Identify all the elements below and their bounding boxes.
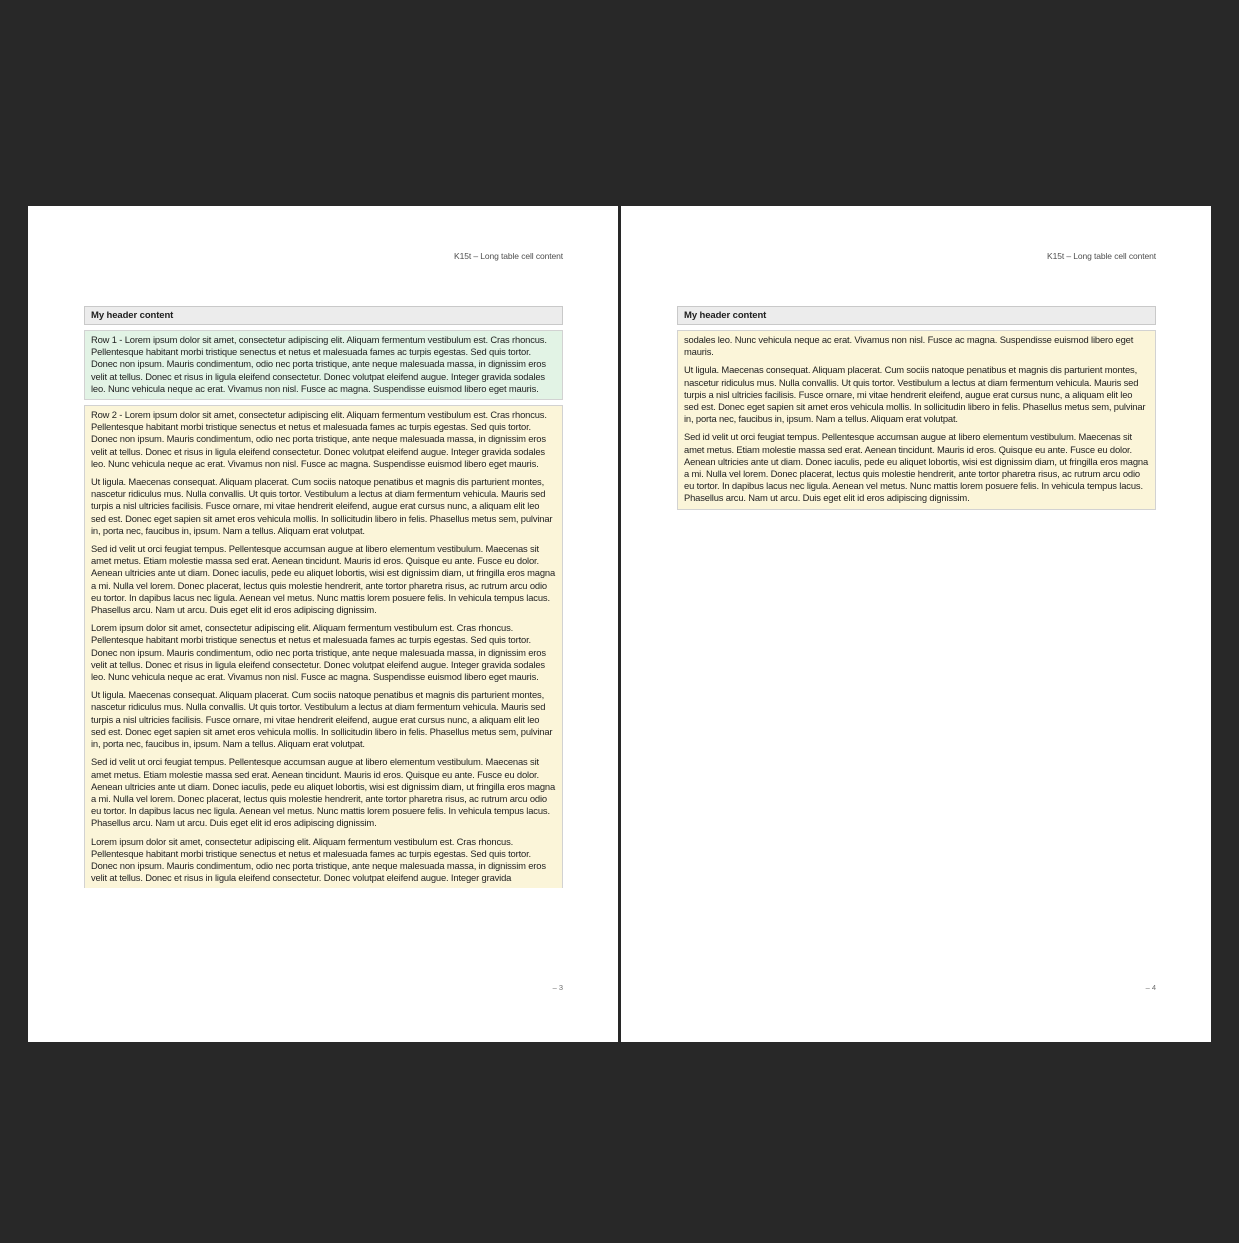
- cell-paragraph: Sed id velit ut orci feugiat tempus. Pellentesque accumsan augue at libero elementum vestibulum. Maecenas sit amet metus. Etiam molestie massa sed erat. Aenean tincidunt. Mauris id eros. Quisque eu ante. Fusce eu dolor. Aenean ultricies ante ut diam. Donec iaculis, pede eu aliquet lobortis, wisi est dignissim diam, ut fringilla eros magna a mi. Nulla vel lorem. Donec placerat, lectus quis molestie hendrerit, ante tortor pharetra risus, ac rutrum arcu odio eu tortor. In dapibus lacus nec ligula. Aenean vel metus. Nunc mattis lorem posuere felis. In vehicula tempus lacus. Phasellus arcu. Nam ut arcu. Duis eget elit id eros adipiscing dignissim.: [91, 543, 556, 616]
- page-3-content: [84, 306, 563, 907]
- cell-paragraph: Sed id velit ut orci feugiat tempus. Pellentesque accumsan augue at libero elementum vestibulum. Maecenas sit amet metus. Etiam molestie massa sed erat. Aenean tincidunt. Mauris id eros. Quisque eu ante. Fusce eu dolor. Aenean ultricies ante ut diam. Donec iaculis, pede eu aliquet lobortis, wisi est dignissim diam, ut fringilla eros magna a mi. Nulla vel lorem. Donec placerat, lectus quis molestie hendrerit, ante tortor pharetra risus, ac rutrum arcu odio eu tortor. In dapibus lacus nec ligula. Aenean vel metus. Nunc mattis lorem posuere felis. In vehicula tempus lacus. Phasellus arcu. Nam ut arcu. Duis eget elit id eros adipiscing dignissim.: [91, 756, 556, 829]
- running-header: K15t – Long table cell content: [1047, 251, 1156, 261]
- table-row-2-cell-continued: [677, 330, 1156, 510]
- running-header: K15t – Long table cell content: [454, 251, 563, 261]
- page-3: [28, 206, 618, 1042]
- table-header-label: My header content: [684, 310, 767, 321]
- page-4-content: [677, 306, 1156, 515]
- table-header-row: [84, 306, 563, 325]
- cell-paragraph: Row 2 - Lorem ipsum dolor sit amet, consectetur adipiscing elit. Aliquam fermentum vestibulum est. Cras rhoncus. Pellentesque habitant morbi tristique senectus et netus et malesuada fames ac turpis egestas. Sed quis tortor. Donec non ipsum. Mauris condimentum, odio nec porta tristique, ante neque malesuada massa, in dignissim eros velit at tellus. Donec et risus in ligula eleifend consectetur. Donec volutpat eleifend augue. Integer gravida sodales leo. Nunc vehicula neque ac erat. Vivamus non nisl. Fusce ac magna. Suspendisse euismod libero eget mauris.: [91, 409, 547, 469]
- cell-paragraph: Lorem ipsum dolor sit amet, consectetur adipiscing elit. Aliquam fermentum vestibulum est. Cras rhoncus. Pellentesque habitant morbi tristique senectus et netus et malesuada fames ac turpis egestas. Sed quis tortor. Donec non ipsum. Mauris condimentum, odio nec porta tristique, ante neque malesuada massa, in dignissim eros velit at tellus. Donec et risus in ligula eleifend consectetur. Donec volutpat eleifend augue. Integer gravida: [91, 835, 546, 884]
- table-row-1-cell: [84, 330, 563, 400]
- table-header-label: My header content: [91, 310, 174, 321]
- table-header-row: [677, 306, 1156, 325]
- page-number-footer: – 3: [552, 983, 563, 992]
- cell-paragraph: sodales leo. Nunc vehicula neque ac erat. Vivamus non nisl. Fusce ac magna. Suspendisse euismod libero eget mauris.: [684, 334, 1134, 358]
- page-4: [621, 206, 1211, 1042]
- page-number-footer: – 4: [1145, 983, 1156, 992]
- cell-paragraph: Sed id velit ut orci feugiat tempus. Pellentesque accumsan augue at libero elementum vestibulum. Maecenas sit amet metus. Etiam molestie massa sed erat. Aenean tincidunt. Mauris id eros. Quisque eu ante. Fusce eu dolor. Aenean ultricies ante ut diam. Donec iaculis, pede eu aliquet lobortis, wisi est dignissim diam, ut fringilla eros magna a mi. Nulla vel lorem. Donec placerat, lectus quis molestie hendrerit, ante tortor pharetra risus, ac rutrum arcu odio eu tortor. In dapibus lacus nec ligula. Aenean vel metus. Nunc mattis lorem posuere felis. In vehicula tempus lacus. Phasellus arcu. Nam ut arcu. Duis eget elit id eros adipiscing dignissim.: [684, 431, 1149, 504]
- cell-paragraph: Lorem ipsum dolor sit amet, consectetur adipiscing elit. Aliquam fermentum vestibulum est. Cras rhoncus. Pellentesque habitant morbi tristique senectus et netus et malesuada fames ac turpis egestas. Sed quis tortor. Donec non ipsum. Mauris condimentum, odio nec porta tristique, ante neque malesuada massa, in dignissim eros velit at tellus. Donec et risus in ligula eleifend consectetur. Donec volutpat eleifend augue. Integer gravida sodales leo. Nunc vehicula neque ac erat. Vivamus non nisl. Fusce ac magna. Suspendisse euismod libero eget mauris.: [91, 622, 546, 683]
- table-row-2-cell: [84, 405, 563, 888]
- cell-paragraph: Row 1 - Lorem ipsum dolor sit amet, consectetur adipiscing elit. Aliquam fermentum vestibulum est. Cras rhoncus. Pellentesque habitant morbi tristique senectus et netus et malesuada fames ac turpis egestas. Sed quis tortor. Donec non ipsum. Mauris condimentum, odio nec porta tristique, ante neque malesuada massa, in dignissim eros velit at tellus. Donec et risus in ligula eleifend consectetur. Donec volutpat eleifend augue. Integer gravida sodales leo. Nunc vehicula neque ac erat. Vivamus non nisl. Fusce ac magna. Suspendisse euismod libero eget mauris.: [91, 334, 547, 394]
- cell-paragraph: Ut ligula. Maecenas consequat. Aliquam placerat. Cum sociis natoque penatibus et magnis dis parturient montes, nascetur ridiculus mus. Nulla convallis. Ut quis tortor. Vestibulum a lectus at diam fermentum vehicula. Mauris sed turpis a nisl ultricies facilisis. Fusce ornare, mi vitae hendrerit eleifend, augue erat cursus nunc, a aliquam elit leo sed est. Donec eget sapien sit amet eros vehicula mollis. In sollicitudin libero in felis. Phasellus metus sem, pulvinar in, porta nec, faucibus in, ipsum. Nam a tellus. Aliquam erat volutpat.: [91, 476, 553, 536]
- cell-paragraph: Ut ligula. Maecenas consequat. Aliquam placerat. Cum sociis natoque penatibus et magnis dis parturient montes, nascetur ridiculus mus. Nulla convallis. Ut quis tortor. Vestibulum a lectus at diam fermentum vehicula. Mauris sed turpis a nisl ultricies facilisis. Fusce ornare, mi vitae hendrerit eleifend, augue erat cursus nunc, a aliquam elit leo sed est. Donec eget sapien sit amet eros vehicula mollis. In sollicitudin libero in felis. Phasellus metus sem, pulvinar in, porta nec, faucibus in, ipsum. Nam a tellus. Aliquam erat volutpat.: [684, 364, 1146, 425]
- cell-paragraph: Ut ligula. Maecenas consequat. Aliquam placerat. Cum sociis natoque penatibus et magnis dis parturient montes, nascetur ridiculus mus. Nulla convallis. Ut quis tortor. Vestibulum a lectus at diam fermentum vehicula. Mauris sed turpis a nisl ultricies facilisis. Fusce ornare, mi vitae hendrerit eleifend, augue erat cursus nunc, a aliquam elit leo sed est. Donec eget sapien sit amet eros vehicula mollis. In sollicitudin libero in felis. Phasellus metus sem, pulvinar in, porta nec, faucibus in, ipsum. Nam a tellus. Aliquam erat volutpat.: [91, 689, 553, 750]
